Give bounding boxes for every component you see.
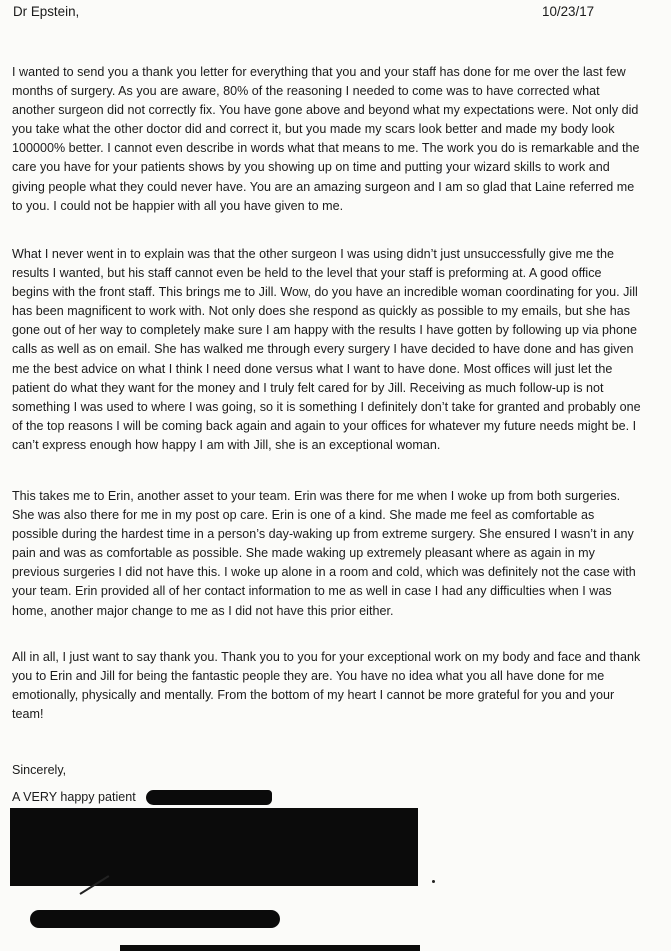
letter-date: 10/23/17 <box>542 4 595 19</box>
signature-dot <box>432 880 435 883</box>
paragraph-closing-thanks: All in all, I just want to say thank you. Thank you to you for your exceptional work on my body and face and thank you to Erin and Jill for being the fantastic people they are. You have no idea what you all have done for me emotionally, physically and mentally. From the bottom of my heart I cannot be more grateful for you and your team! <box>12 650 641 722</box>
redaction-footer <box>120 945 420 951</box>
paragraph-jill: What I never went in to explain was that the other surgeon I was using didn’t just unsuccessfully give me the results I wanted, but his staff cannot even be held to the level that your staff is preforming at. A good office begins with the front staff. This brings me to Jill. Wow, do you have an incredible woman coordinating for you. Jill has been magnificent to work with. Not only does she respond as quickly as possible to my emails, but she has gone out of her way to completely make sure I am happy with the results I have gotten by following up via phone calls as well as on email. She has walked me through every surgery I have decided to have done and has given me the best advice on what I think I need done versus what I want to have done. Most offices will just let the patient do what they want for the money and I truly felt cared for by Jill. Receiving as much follow-up is not something I was used to where I was going, so it is something I definitely don’t take for granted and probably one of the top reasons I will be coming back again and again to your offices for whatever my future needs might be. I can’t express enough how happy I am with Jill, she is an exceptional woman. <box>12 247 641 452</box>
closing: Sincerely, <box>12 763 67 777</box>
paragraph-gratitude: I wanted to send you a thank you letter for everything that you and your staff has done for me over the last few months of surgery. As you are aware, 80% of the reasoning I needed to come was to have corrected what another surgeon did not correctly fix. You have gone above and beyond what my expectations were. Not only did you take what the other doctor did and correct it, but you made my scars look better and made my body look 100000% better. I cannot even describe in words what that means to me. The work you do is remarkable and the care you have for your patients shows by you showing up on time and putting your wizard skills to work and giving people what they could never have. You are an amazing surgeon and I am so glad that Laine referred me to you. I could not be happier with all you have given to me. <box>12 65 640 213</box>
redaction-signature-block <box>10 808 418 886</box>
redaction-name <box>146 790 272 805</box>
paragraph-erin: This takes me to Erin, another asset to your team. Erin was there for me when I woke up from both surgeries. She was also there for me in my post op care. Erin is one of a kind. She made me feel as comfortable as possible during the hardest time in a person’s day-waking up from extreme surgery. She ensured I wasn’t in any pain and was as comfortable as possible. She made waking up extremely pleasant where as again in my previous surgeries I did not have this. I woke up alone in a room and cold, which was definitely not the case with your team. Erin provided all of her contact information to me as well in case I had any difficulties when I was home, another major change to me as I did not have this prior either. <box>12 489 636 618</box>
signer-line: A VERY happy patient <box>12 790 136 804</box>
redaction-address <box>30 910 280 928</box>
salutation: Dr Epstein, <box>13 4 80 19</box>
